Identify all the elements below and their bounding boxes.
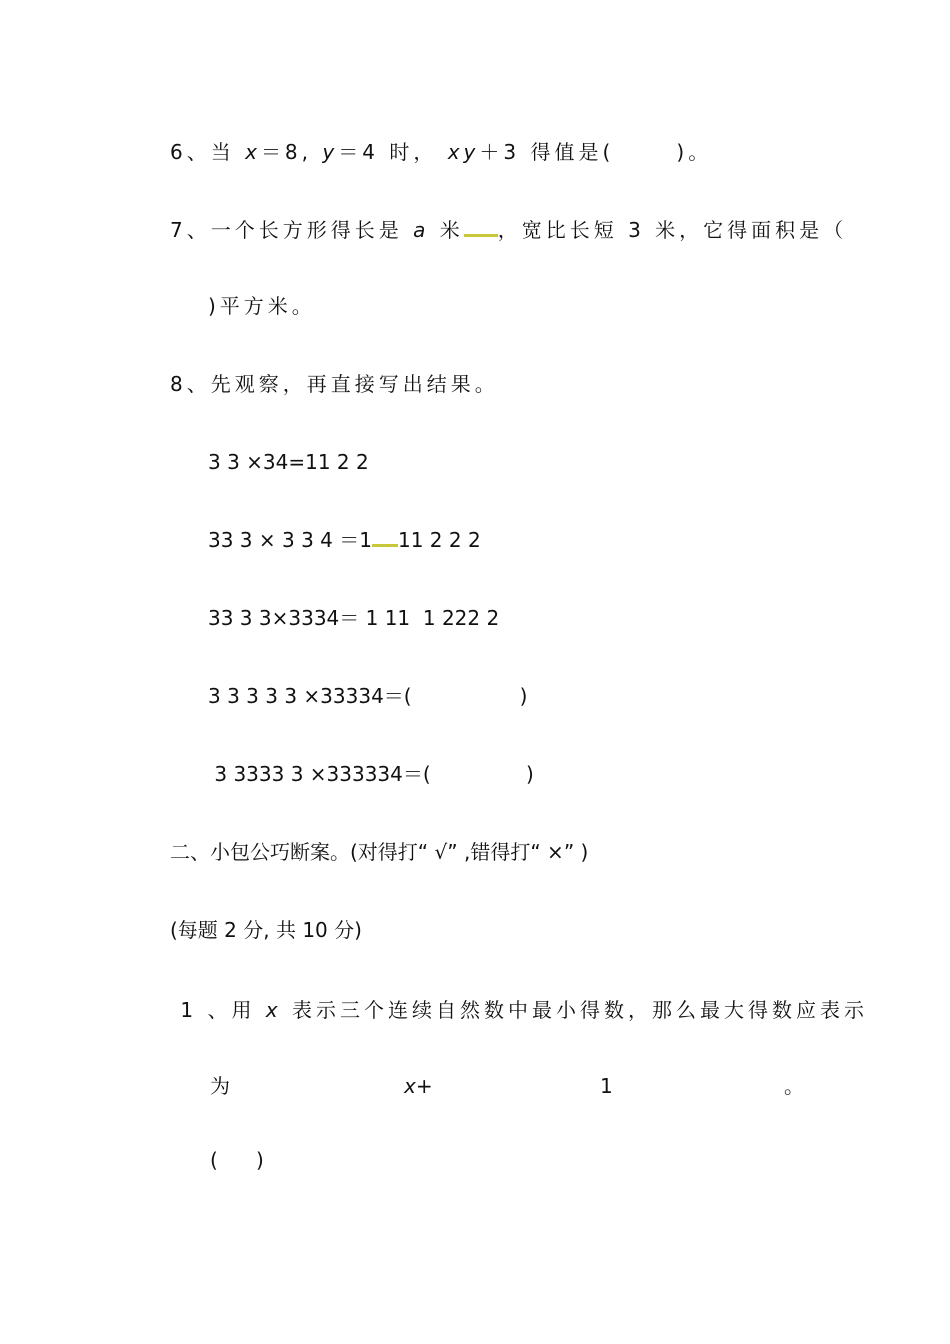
- question-7: [170, 216, 847, 244]
- question-8-title: 8、先观察，再直接写出结果。: [170, 372, 499, 396]
- q6-text: ＋3 得值是( )。: [479, 140, 713, 164]
- question-7-continued: )平方米。: [208, 294, 316, 318]
- q6-text: ＝4 时，: [338, 140, 448, 164]
- question-8-line-3: 33 3 3×3334＝ 1 11 1 222 2: [208, 606, 500, 630]
- s2q1-answer-bracket[interactable]: ( ): [210, 1148, 264, 1172]
- q7-highlight-blank: [464, 230, 498, 237]
- s2q1-x-plus: [404, 1072, 433, 1100]
- s2q1-one: 1: [600, 1074, 613, 1098]
- question-8-line-5: 3 3333 3 ×333334＝( ): [208, 762, 534, 786]
- q8-line2-text: 33 3 × 3 3 4 ＝1: [208, 528, 372, 552]
- question-8-line-4: 3 3 3 3 3 ×33334＝( ): [208, 684, 528, 708]
- s2q1-var-x: x: [265, 998, 282, 1022]
- section-2-question-1: [170, 996, 868, 1024]
- q7-text: 米: [429, 218, 464, 242]
- q7-text: ，宽比长短 3 米，它得面积是（: [497, 218, 848, 242]
- q7-var-a: a: [413, 218, 430, 242]
- q6-var-y: y: [322, 140, 339, 164]
- section-2-note: (每题 2 分, 共 10 分): [170, 918, 362, 942]
- q6-text: ＝8,: [260, 140, 323, 164]
- s2q1-wei: 为: [210, 1074, 230, 1098]
- q7-text: 7、一个长方形得长是: [170, 218, 414, 242]
- section-2-heading: 二、小包公巧断案。(对得打“ √” ,错得打“ ×” ): [170, 840, 589, 864]
- q6-var-xy: xy: [447, 140, 480, 164]
- question-6: [170, 138, 712, 166]
- q6-text: 6、当: [170, 140, 246, 164]
- q8-line2-text: 11 2 2 2: [397, 528, 481, 552]
- q8-highlight-blank: [372, 540, 398, 547]
- question-8-line-1: 3 3 ×34=11 2 2: [208, 450, 369, 474]
- s2q1-text: 表示三个连续自然数中最小得数，那么最大得数应表示: [281, 998, 868, 1022]
- s2q1-period: 。: [784, 1074, 804, 1098]
- question-8-line-2: [208, 526, 481, 554]
- s2q1-plus: +: [415, 1074, 433, 1098]
- s2q1-text: 1 、用: [170, 998, 266, 1022]
- s2q1-var-x: x: [404, 1074, 416, 1098]
- q6-var-x: x: [245, 140, 261, 164]
